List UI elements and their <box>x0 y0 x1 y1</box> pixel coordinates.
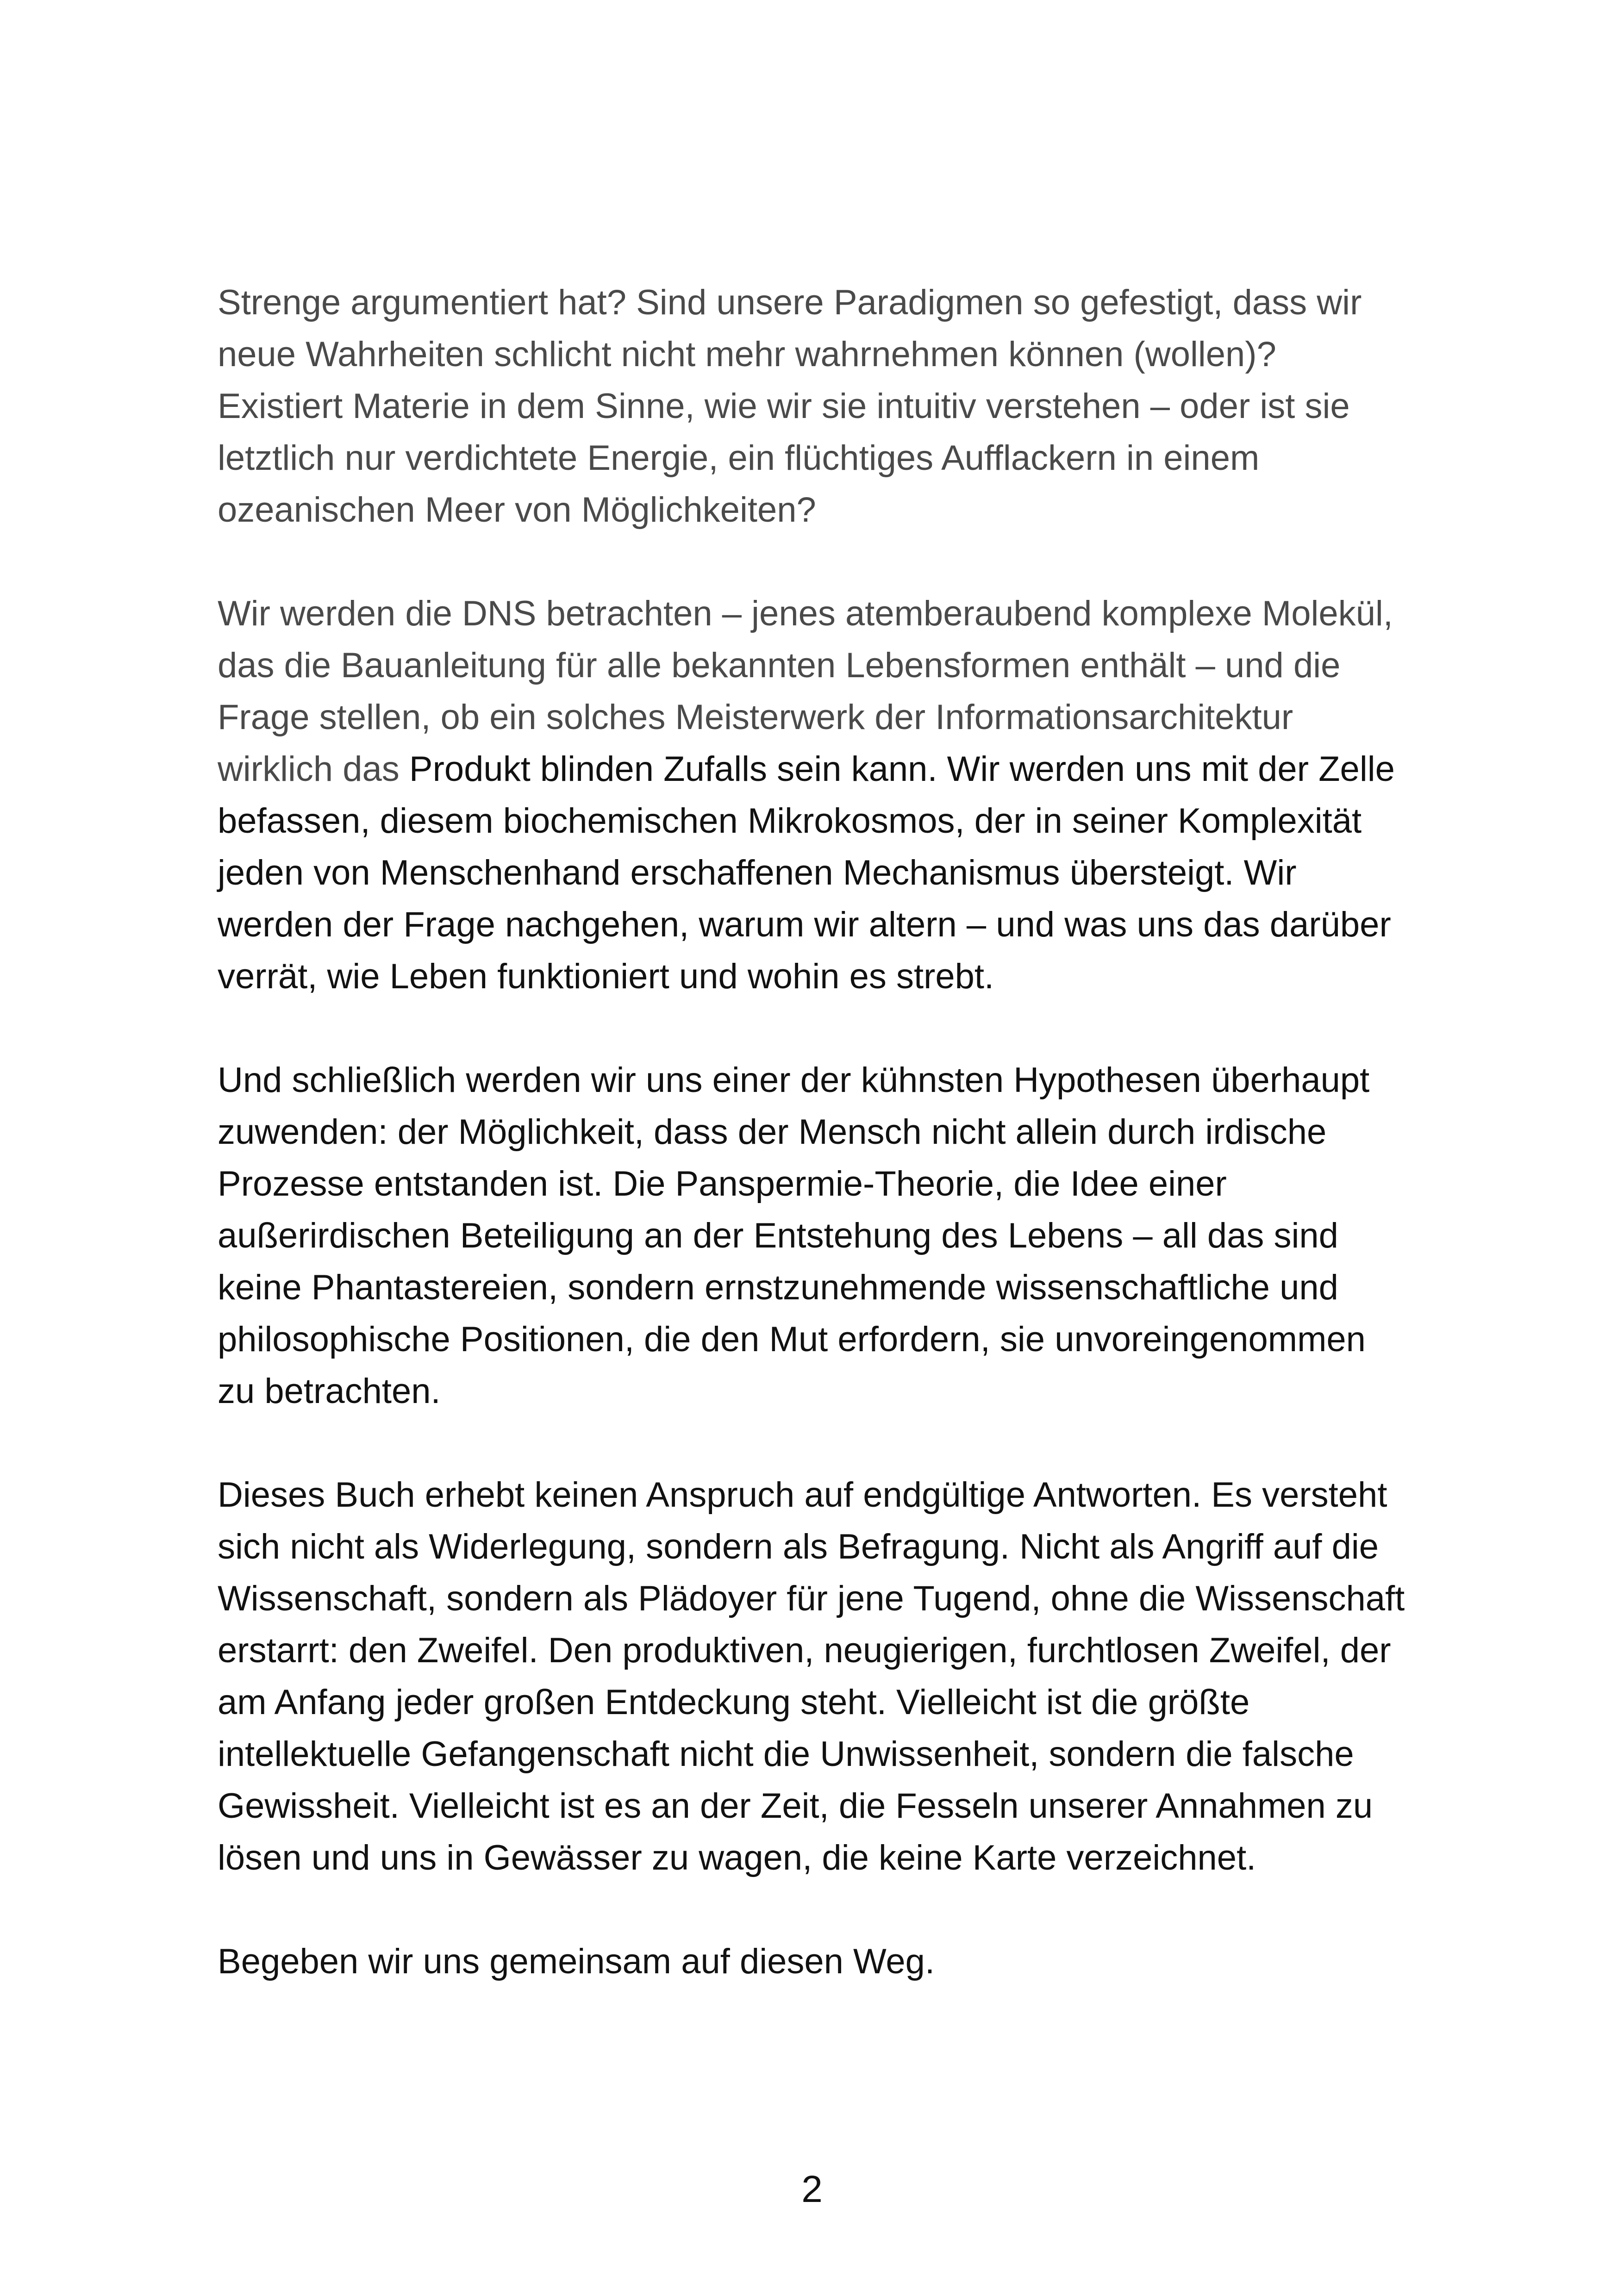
paragraph-2-dark-text: Produkt blinden Zufalls sein kann. Wir werden uns mit der Zelle befassen, diesem biochemischen Mikrokosmos, der in seiner Komplexität jeden von Menschenhand erschaffenen Mechanismus übersteigt. Wir werden der Frage nachgehen, warum wir altern – und was uns das darüber verrät, wie Leben funktioniert und wohin es strebt. <box>218 749 1395 996</box>
body-text <box>218 277 1542 1988</box>
paragraph-5: Begeben wir uns gemeinsam auf diesen Weg. <box>218 1942 935 1981</box>
page-number: 2 <box>801 2168 823 2210</box>
paragraph-2-faded-text: Wir werden die DNS betrachten – jenes atemberaubend komplexe Molekül, das die Bauanleitung für alle bekannten Lebensformen enthält – und die Frage stellen, ob ein solches Meisterwerk der Informationsarchitektur wirklich das <box>218 594 1393 789</box>
paragraph-3: Und schließlich werden wir uns einer der kühnsten Hypothesen überhaupt zuwenden: der Möglichkeit, dass der Mensch nicht allein durch irdische Prozesse entstanden ist. Die Panspermie-Theorie, die Idee einer außerirdischen Beteiligung an der Entstehung des Lebens – all das sind keine Phantastereien, sondern ernstzunehmende wissenschaftliche und philosophische Positionen, die den Mut erfordern, sie unvoreingenommen zu betrachten. <box>218 1060 1370 1411</box>
paragraph-4: Dieses Buch erhebt keinen Anspruch auf endgültige Antworten. Es versteht sich nicht als Widerlegung, sondern als Befragung. Nicht als Angriff auf die Wissenschaft, sondern als Plädoyer für jene Tugend, ohne die Wissenschaft erstarrt: den Zweifel. Den produktiven, neugierigen, furchtlosen Zweifel, der am Anfang jeder großen Entdeckung steht. Vielleicht ist die größte intellektuelle Gefangenschaft nicht die Unwissenheit, sondern die falsche Gewissheit. Vielleicht ist es an der Zeit, die Fesseln unserer Annahmen zu lösen und uns in Gewässer zu wagen, die keine Karte verzeichnet. <box>218 1475 1405 1877</box>
paragraph-1: Strenge argumentiert hat? Sind unsere Paradigmen so gefestigt, dass wir neue Wahrheiten schlicht nicht mehr wahrnehmen können (wollen)? Existiert Materie in dem Sinne, wie wir sie intuitiv verstehen – oder ist sie letztlich nur verdichtete Energie, ein flüchtiges Aufflackern in einem ozeanischen Meer von Möglichkeiten? <box>218 283 1362 530</box>
paragraph-2 <box>218 588 1542 1003</box>
